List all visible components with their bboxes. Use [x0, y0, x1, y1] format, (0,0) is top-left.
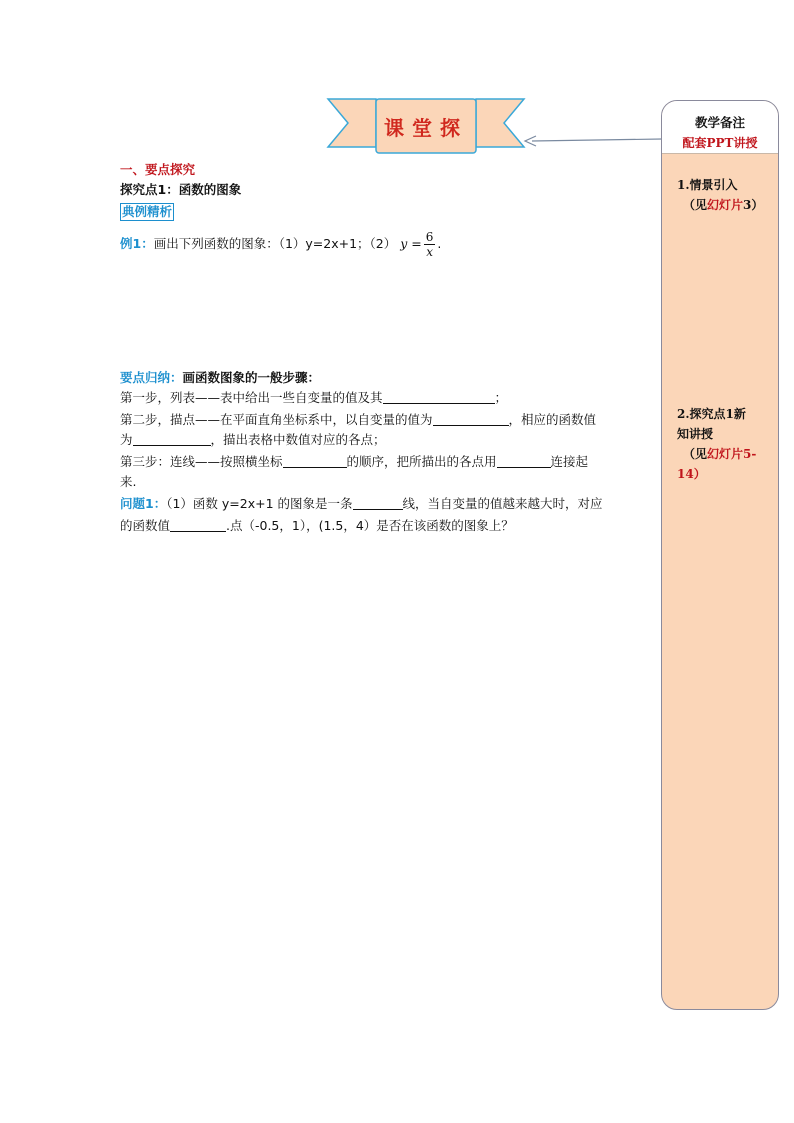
step-2-text-b: ，相应的函数值	[508, 412, 597, 427]
question-1-text-b: 线，当自变量的值越来越大时，对应	[402, 496, 603, 511]
section-banner	[326, 97, 526, 157]
step-2-text-c: 为	[120, 432, 133, 447]
sidebar-title: 教学备注	[694, 115, 745, 130]
step-2-text-d: ，描出表格中数值对应的各点；	[210, 432, 386, 447]
example-1-end: .	[437, 236, 442, 251]
example-1-label: 例1：	[120, 236, 154, 251]
summary-title: 画函数图象的一般步骤：	[182, 370, 321, 385]
summary-label: 要点归纳：	[120, 370, 183, 385]
summary-step-1	[120, 388, 507, 408]
step-3-blank-2[interactable]	[497, 453, 551, 468]
example-1-text: 画出下列函数的图象：（1）y=2x+1；（2）	[153, 236, 397, 251]
step-2-blank-2[interactable]	[133, 431, 211, 446]
step-3-text: 第三步：连线——按照横坐标	[120, 454, 283, 469]
question-1-label: 问题1：	[120, 496, 167, 511]
step-3-text-b: 的顺序，把所描出的各点用	[346, 454, 497, 469]
sidebar-subtitle: 配套PPT讲授	[682, 136, 758, 150]
question-1-blank-1[interactable]	[353, 495, 403, 510]
fraction-denominator: x	[426, 245, 433, 259]
teaching-notes-sidebar	[661, 100, 779, 1010]
question-1	[120, 494, 603, 514]
summary-step-3-cont: 来.	[120, 474, 137, 489]
note-1-ref-slides: 幻灯片	[707, 198, 744, 212]
step-1-blank[interactable]	[383, 389, 495, 404]
example-tag	[120, 202, 174, 222]
note-2-ref	[677, 444, 773, 464]
point-heading: 探究点1：函数的图象	[120, 182, 242, 197]
note-2-ref-pre: （见	[683, 447, 708, 461]
left-arrow-icon	[522, 131, 664, 151]
summary-step-2-cont	[120, 430, 386, 450]
sidebar-header	[662, 101, 778, 154]
step-1-end: ；	[494, 390, 508, 405]
example-tag-label: 典例精析	[122, 204, 173, 219]
step-3-blank-1[interactable]	[283, 453, 347, 468]
step-2-blank-1[interactable]	[433, 411, 509, 426]
banner-title: 课堂探	[384, 115, 468, 140]
question-1-text-a: （1）函数 y=2x+1 的图象是一条	[166, 496, 353, 511]
note-2-ref-slides: 幻灯片	[707, 447, 744, 461]
summary-step-2	[120, 410, 596, 430]
question-1-cont	[120, 516, 514, 536]
example-1	[120, 230, 441, 259]
summary-heading	[120, 368, 320, 388]
sidebar-note-2	[677, 404, 773, 484]
note-1-ref-post: 3）	[743, 198, 764, 212]
note-2-title: 2.探究点1新	[677, 407, 746, 421]
note-2-title-cont: 知讲授	[677, 427, 714, 441]
sidebar-note-1	[677, 175, 773, 215]
section-heading: 一、要点探究	[120, 162, 196, 177]
example-1-fraction	[424, 230, 436, 259]
note-1-ref-pre: （见	[683, 198, 708, 212]
step-3-text-c: 连接起	[550, 454, 589, 469]
step-2-text: 第二步，描点——在平面直角坐标系中，以自变量的值为	[120, 412, 433, 427]
note-2-ref-range: 5-	[743, 447, 757, 461]
note-2-ref-range-end: 14）	[677, 467, 706, 481]
note-1-ref	[677, 195, 773, 215]
question-1-text-c: 的函数值	[120, 518, 171, 533]
fraction-numerator: 6	[425, 230, 434, 244]
note-1-title: 1.情景引入	[677, 178, 738, 192]
step-1-text: 第一步，列表——表中给出一些自变量的值及其	[120, 390, 383, 405]
question-1-blank-2[interactable]	[170, 517, 226, 532]
summary-step-3	[120, 452, 588, 472]
example-1-eq-lhs: y =	[400, 236, 422, 251]
question-1-text-d: .点（-0.5，1），(1.5，4）是否在该函数的图象上？	[226, 518, 514, 533]
